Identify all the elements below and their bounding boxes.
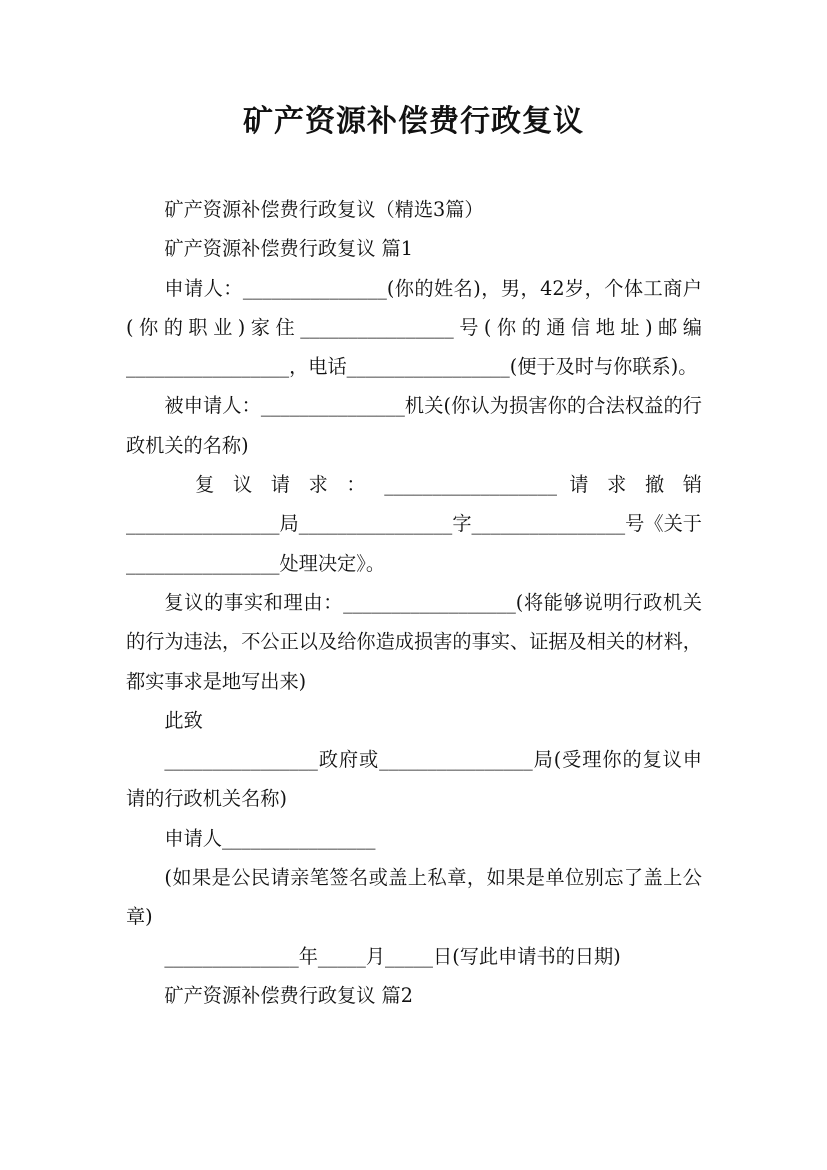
paragraph-salutation: 此致: [164, 708, 203, 732]
paragraph-subtitle: 矿产资源补偿费行政复议（精选3篇）: [164, 198, 484, 221]
paragraph-recipient: ________________政府或________________局(受理你的复议申请的行政机关名称): [126, 748, 702, 811]
paragraph-facts-reasons: 复议的事实和理由：__________________(将能够说明行政机关的行为违法，不公正以及给你造成损害的事实、证据及相关的材料，都实事求是地写出来): [126, 590, 702, 693]
paragraph-respondent: 被申请人：_______________机关(你认为损害你的合法权益的行政机关的名称): [126, 394, 702, 457]
paragraph-section-1-heading: 矿产资源补偿费行政复议 篇1: [164, 237, 413, 261]
paragraph-date: ______________年_____月_____日(写此申请书的日期): [164, 944, 621, 968]
paragraph-section-2-heading: 矿产资源补偿费行政复议 篇2: [164, 983, 413, 1007]
paragraph-applicant: 申请人：_______________(你的姓名)，男，42岁，个体工商户(你的职业)家住________________号(你的通信地址)邮编_________________，电话_________________(便于及时与你联系)。: [126, 276, 702, 379]
paragraph-signature: 申请人________________: [164, 826, 376, 850]
paragraph-signature-note: (如果是公民请亲笔签名或盖上私章，如果是单位别忘了盖上公章): [126, 866, 702, 929]
document-title: 矿产资源补偿费行政复议: [243, 104, 584, 139]
paragraph-review-request: 复 议 请 求 ： __________________ 请 求 撤 销 ________________局________________字________________号《关于________________处理决定》。: [126, 473, 702, 575]
document-body: [126, 190, 702, 1015]
